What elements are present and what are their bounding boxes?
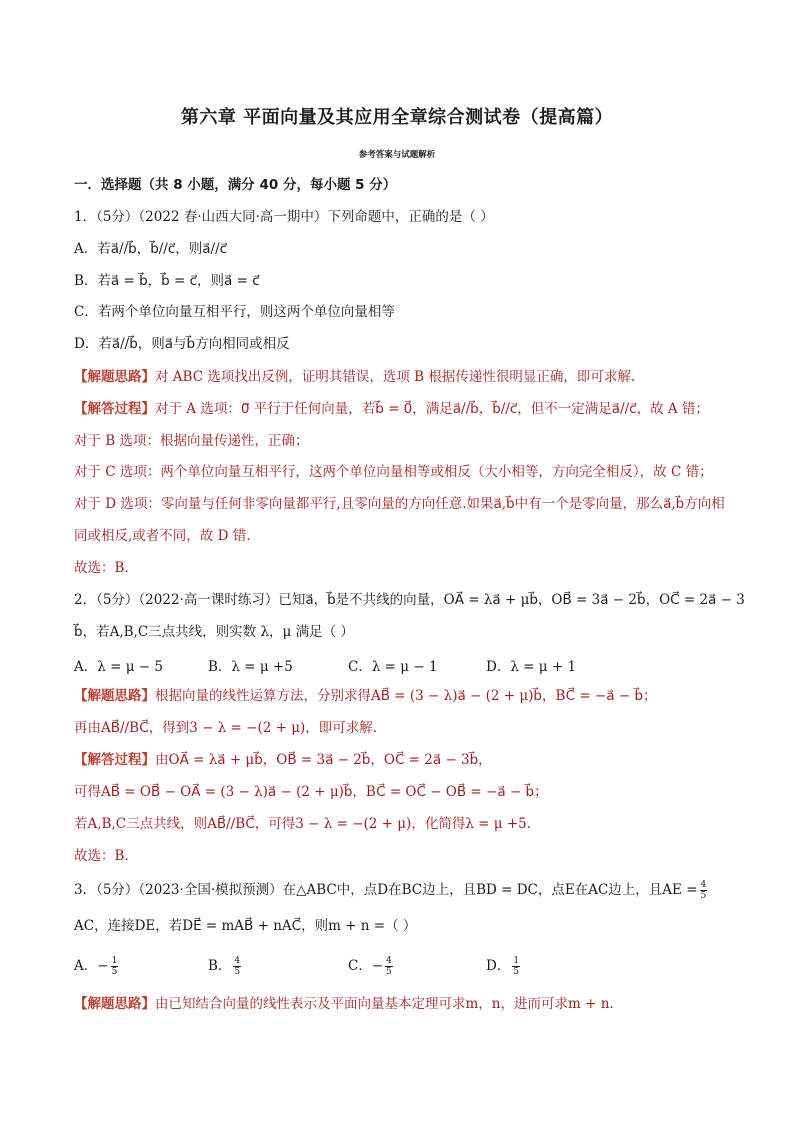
q2-option-c: C．λ = μ − 1 [348, 659, 438, 675]
q2-idea-text-2: 再由AB⃗//BC⃗，得到3 − λ = −(2 + μ)，即可求解. [74, 720, 378, 736]
q3-option-a [74, 954, 120, 977]
q2-stem-2: b⃗，若A,B,C三点共线，则实数 λ，μ 满足（ ） [74, 624, 354, 640]
q3-option-d-den: 5 [513, 967, 520, 977]
q3-stem-1 [74, 880, 734, 901]
q2-proc-line [74, 751, 734, 769]
q2-proc-tag: 【解答过程】 [74, 752, 155, 768]
q3-stem-frac-den: 5 [700, 891, 707, 901]
q2-proc-text-3: 若A,B,C三点共线，则AB⃗//BC⃗，可得3 − λ = −(2 + μ)，化简得λ = μ +5. [74, 816, 532, 832]
q2-option-b: B．λ = μ +5 [208, 659, 293, 675]
q2-idea-tag: 【解题思路】 [74, 688, 155, 704]
q1-idea-text: 对 ABC 选项找出反例，证明其错误，选项 B 根据传递性很明显正确，即可求解. [155, 369, 636, 385]
q2-idea-line [74, 687, 734, 705]
section-heading: 一．选择题（共 8 小题，满分 40 分，每小题 5 分） [74, 177, 397, 193]
q1-proc-tag: 【解答过程】 [74, 401, 155, 417]
q3-stem-1-text: 3．（5分）（2023·全国·模拟预测）在△ABC中，点D在BC边上，且BD = DC，点E在AC边上，且AE = [74, 882, 698, 898]
q3-option-d-label: D． [486, 958, 511, 974]
q1-proc-text-3: 对于 C 选项：两个单位向量互相平行，这两个单位向量相等或相反（大小相等，方向完全相反），故 C 错； [74, 464, 713, 480]
q3-option-b [208, 954, 243, 977]
q3-stem-fraction [700, 880, 708, 901]
q1-stem: 1．（5分）（2022 春·山西大同·高一期中）下列命题中，正确的是（ ） [74, 209, 494, 225]
q3-option-b-label: B． [208, 958, 232, 974]
q3-option-a-label: A．− [74, 958, 109, 974]
q3-option-b-fraction [233, 956, 241, 977]
q1-option-d: D．若a⃗//b⃗，则a⃗与b⃗方向相同或相反 [74, 336, 290, 352]
q1-option-c: C．若两个单位向量互相平行，则这两个单位向量相等 [74, 304, 395, 320]
q1-answer: 故选：B. [74, 560, 129, 576]
q3-option-c-num: 4 [386, 956, 392, 966]
q3-stem-frac-num: 4 [700, 880, 707, 890]
q3-idea-line [74, 995, 734, 1013]
q1-proc-text-2: 对于 B 选项：根据向量传递性，正确； [74, 433, 309, 449]
q3-option-c-fraction [385, 956, 393, 977]
page-subtitle: 参考答案与试题解析 [358, 150, 436, 160]
q1-proc-text-5: 同或相反,或者不同，故 D 错. [74, 528, 251, 544]
q1-proc-line [74, 400, 734, 418]
q3-option-d [486, 954, 522, 977]
q3-option-b-den: 5 [234, 967, 241, 977]
q3-option-d-fraction [512, 956, 520, 977]
q3-option-c [348, 954, 395, 977]
q3-stem-2: AC，连接DE，若DE⃗ = mAB⃗ + nAC⃗，则m + n =（ ） [74, 918, 417, 934]
q1-idea-tag: 【解题思路】 [74, 369, 155, 385]
q2-option-a: A．λ = μ − 5 [74, 659, 163, 675]
q3-option-b-num: 4 [234, 956, 241, 966]
q3-option-a-num: 1 [111, 956, 118, 966]
page-title: 第六章 平面向量及其应用全章综合测试卷（提高篇） [180, 107, 614, 128]
q2-idea-text-1: 根据向量的线性运算方法，分别求得AB⃗ = (3 − λ)a⃗ − (2 + μ)b⃗，BC⃗ = −a⃗ − b⃗； [155, 688, 657, 704]
q3-option-c-den: 5 [386, 967, 392, 977]
q3-option-d-num: 1 [513, 956, 520, 966]
q2-stem-1: 2．（5分）（2022·高一课时练习）已知a⃗，b⃗是不共线的向量，OA⃗ = λa⃗ + μb⃗，OB⃗ = 3a⃗ − 2b⃗，OC⃗ = 2a⃗ − 3 [74, 592, 745, 608]
q1-idea-line [74, 368, 734, 386]
q1-option-b: B．若a⃗ = b⃗，b⃗ = c⃗，则a⃗ = c⃗ [74, 273, 260, 289]
q3-option-a-fraction [111, 956, 119, 977]
q1-proc-text-1: 对于 A 选项：0⃗ 平行于任何向量，若b⃗ = 0⃗，满足a⃗//b⃗，b⃗//c⃗，但不一定满足a⃗//c⃗，故 A 错； [155, 401, 709, 417]
q2-proc-text-2: 可得AB⃗ = OB⃗ − OA⃗ = (3 − λ)a⃗ − (2 + μ)b⃗，BC⃗ = OC⃗ − OB⃗ = −a⃗ − b⃗； [74, 784, 548, 800]
q3-idea-tag: 【解题思路】 [74, 996, 155, 1012]
q2-answer: 故选：B. [74, 848, 129, 864]
q1-option-a: A．若a⃗//b⃗，b⃗//c⃗，则a⃗//c⃗ [74, 241, 228, 257]
q2-proc-text-1: 由OA⃗ = λa⃗ + μb⃗，OB⃗ = 3a⃗ − 2b⃗，OC⃗ = 2a⃗ − 3b⃗， [155, 752, 492, 768]
q3-option-a-den: 5 [111, 967, 118, 977]
q2-option-d: D．λ = μ + 1 [486, 659, 577, 675]
q3-idea-text: 由已知结合向量的线性表示及平面向量基本定理可求m，n，进而可求m + n. [155, 996, 614, 1012]
q1-proc-text-4: 对于 D 选项：零向量与任何非零向量都平行,且零向量的方向任意.如果a⃗,b⃗中有一个是零向量，那么a⃗,b⃗方向相 [74, 496, 725, 512]
q3-option-c-label: C．− [348, 958, 384, 974]
